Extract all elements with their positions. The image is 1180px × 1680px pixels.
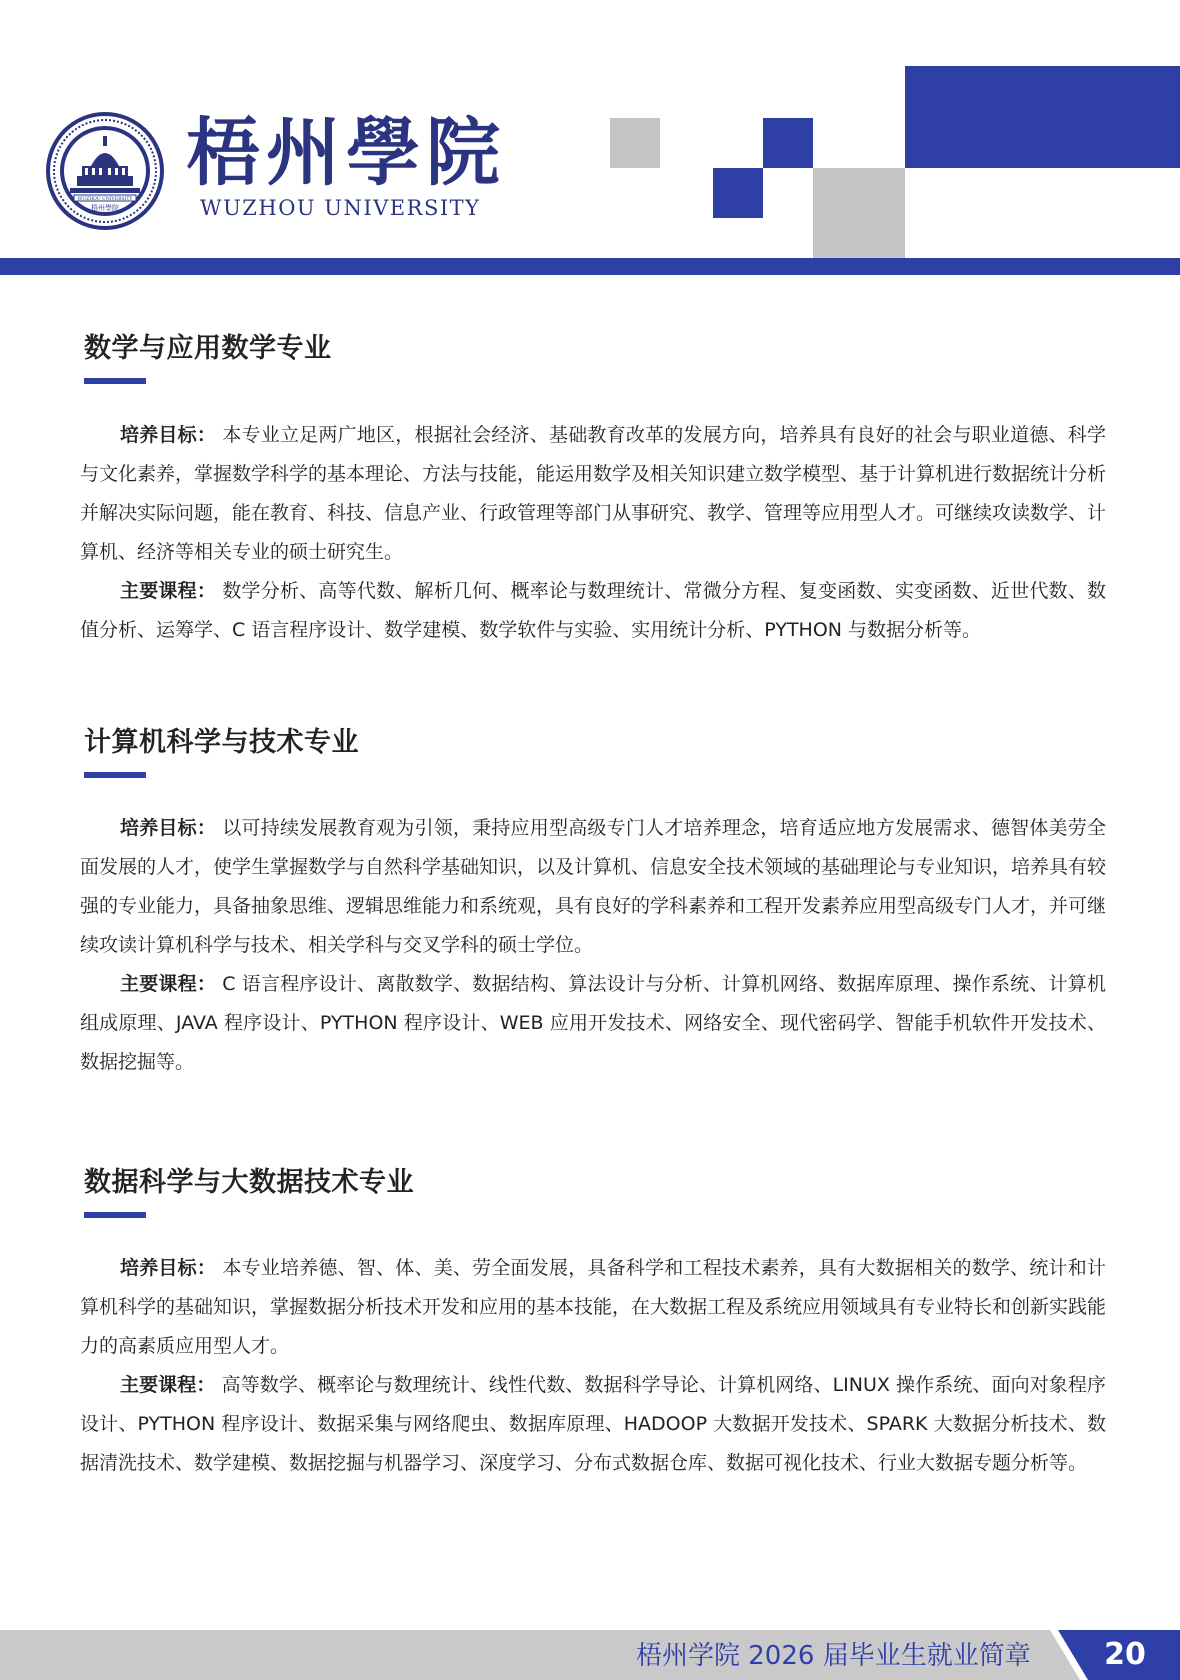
section-title-underline	[84, 378, 146, 384]
university-name-english: WUZHOU UNIVERSITY	[200, 196, 481, 220]
section-title: 数学与应用数学专业	[84, 333, 332, 364]
course-text: 高等数学、概率论与数理统计、线性代数、数据科学导论、计算机网络、LINUX 操作系统、面向对象程序设计、PYTHON 程序设计、数据采集与网络爬虫、数据库原理、HADOOP 大数据开发技术、SPARK 大数据分析技术、数据清洗技术、数学建模、数据挖掘与机器学习、深度学习、分布式数据仓库、数据可视化技术、行业大数据专题分析等。	[80, 1374, 1106, 1474]
header-blue-band	[0, 258, 1180, 275]
course-text: C 语言程序设计、离散数学、数据结构、算法设计与分析、计算机网络、数据库原理、操作系统、计算机组成原理、JAVA 程序设计、PYTHON 程序设计、WEB 应用开发技术、网络安全、现代密码学、智能手机软件开发技术、数据挖掘等。	[80, 973, 1106, 1073]
course-label: 主要课程：	[120, 580, 217, 602]
university-name-chinese: 梧州學院	[186, 110, 506, 196]
course-label: 主要课程：	[120, 1374, 216, 1396]
deco-gray-block-large	[813, 168, 905, 260]
goal-text: 本专业立足两广地区，根据社会经济、基础教育改革的发展方向，培养具有良好的社会与职业道德、科学与文化素养，掌握数学科学的基本理论、方法与技能，能运用数学及相关知识建立数学模型、基于计算机进行数据统计分析并解决实际问题，能在教育、科技、信息产业、行政管理等部门从事研究、教学、管理等应用型人才。可继续攻读数学、计算机、经济等相关专业的硕士研究生。	[80, 424, 1107, 563]
main-courses-paragraph	[80, 1366, 1106, 1483]
deco-gray-block-small	[610, 118, 660, 168]
main-courses-paragraph	[80, 965, 1106, 1082]
section-title: 数据科学与大数据技术专业	[84, 1167, 414, 1198]
deco-blue-block-top	[763, 118, 813, 168]
goal-label: 培养目标：	[120, 1257, 217, 1279]
svg-text:梧州學院: 梧州學院	[91, 204, 119, 212]
page-number: 20	[1104, 1637, 1146, 1672]
deco-blue-block-large	[905, 66, 1180, 168]
course-label: 主要课程：	[120, 973, 217, 995]
training-goal-paragraph	[80, 809, 1106, 965]
section-title-underline	[84, 772, 146, 778]
footer-title: 梧州学院 2026 届毕业生就业简章	[636, 1641, 1031, 1671]
section-title: 计算机科学与技术专业	[84, 727, 359, 758]
course-text: 数学分析、高等代数、解析几何、概率论与数理统计、常微分方程、复变函数、实变函数、近世代数、数值分析、运筹学、C 语言程序设计、数学建模、数学软件与实验、实用统计分析、PYTHON 与数据分析等。	[80, 580, 1106, 641]
deco-blue-block-left	[713, 168, 763, 218]
goal-label: 培养目标：	[120, 817, 217, 839]
goal-text: 以可持续发展教育观为引领，秉持应用型高级专门人才培养理念，培育适应地方发展需求、德智体美劳全面发展的人才，使学生掌握数学与自然科学基础知识，以及计算机、信息安全技术领域的基础理论与专业知识，培养具有较强的专业能力，具备抽象思维、逻辑思维能力和系统观，具有良好的学科素养和工程开发素养应用型高级专门人才，并可继续攻读计算机科学与技术、相关学科与交叉学科的硕士学位。	[80, 817, 1107, 956]
goal-label: 培养目标：	[120, 424, 217, 446]
section-title-underline	[84, 1212, 146, 1218]
training-goal-paragraph	[80, 416, 1106, 572]
main-courses-paragraph	[80, 572, 1106, 650]
seal-text: WUZHOU UNIVERSITY	[77, 197, 133, 202]
goal-text: 本专业培养德、智、体、美、劳全面发展，具备科学和工程技术素养，具有大数据相关的数学、统计和计算机科学的基础知识，掌握数据分析技术开发和应用的基本技能，在大数据工程及系统应用领域具有专业特长和创新实践能力的高素质应用型人才。	[80, 1257, 1107, 1357]
university-seal-logo	[44, 110, 166, 232]
training-goal-paragraph	[80, 1249, 1106, 1366]
